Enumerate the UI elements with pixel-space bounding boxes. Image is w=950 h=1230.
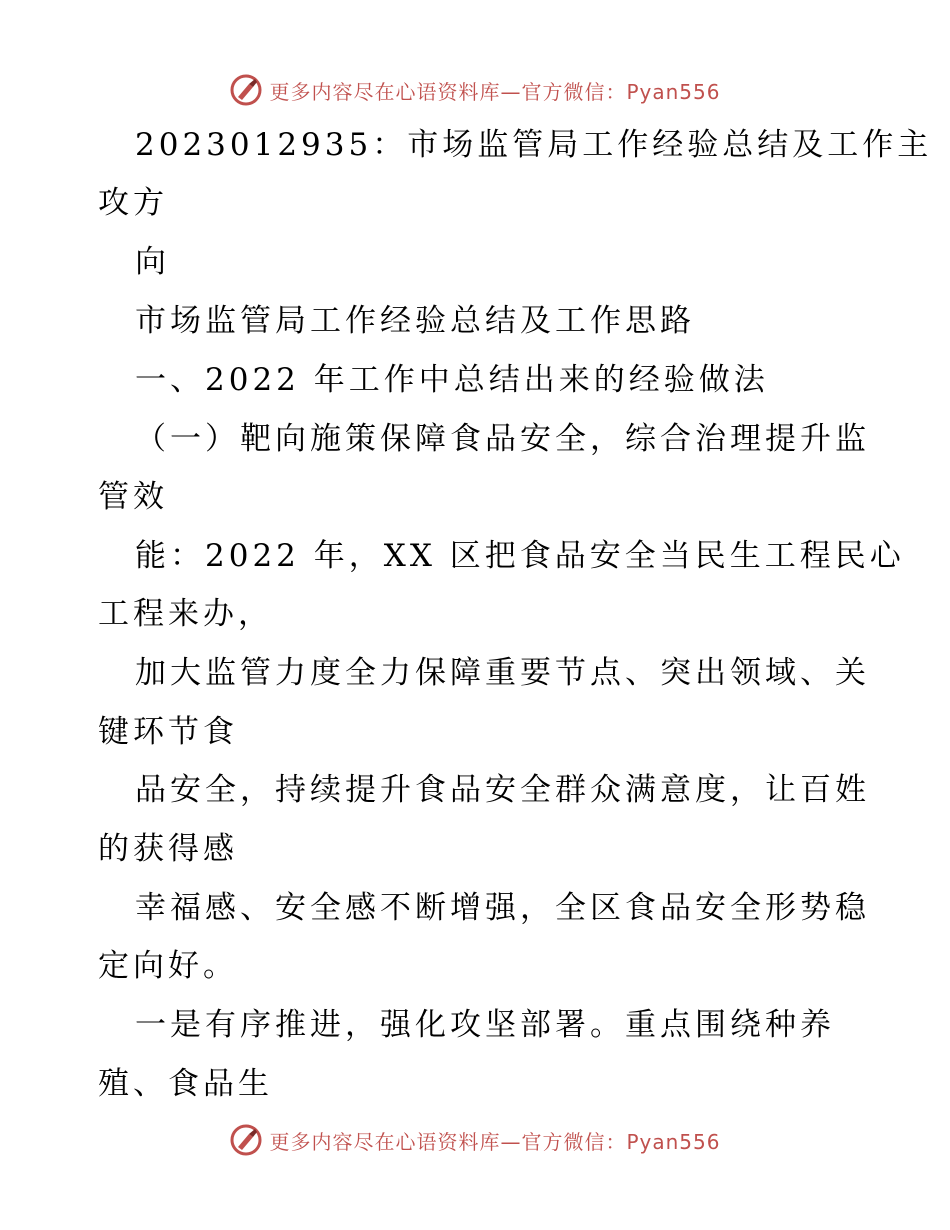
brush-logo-icon bbox=[229, 1123, 263, 1157]
document-line: 一、2022 年工作中总结出来的经验做法 bbox=[135, 362, 769, 398]
brush-logo-icon bbox=[229, 73, 263, 107]
document-line: 的获得感 bbox=[98, 831, 238, 867]
document-line: （一）靶向施策保障食品安全，综合治理提升监 bbox=[135, 421, 870, 457]
document-line: 能：2022 年，XX 区把食品安全当民生工程民心 bbox=[135, 538, 905, 574]
document-line: 市场监管局工作经验总结及工作思路 bbox=[135, 303, 695, 339]
document-line: 定向好。 bbox=[98, 948, 238, 984]
document-line: 品安全，持续提升食品安全群众满意度，让百姓 bbox=[135, 772, 870, 808]
header-watermark-banner bbox=[0, 70, 950, 110]
document-line: 幸福感、安全感不断增强，全区食品安全形势稳 bbox=[135, 890, 870, 926]
document-line: 加大监管力度全力保障重要节点、突出领域、关 bbox=[135, 655, 870, 691]
document-line: 向 bbox=[135, 244, 170, 280]
header-watermark-text: 更多内容尽在心语资料库—官方微信：Pyan556 bbox=[269, 79, 721, 104]
footer-watermark-text: 更多内容尽在心语资料库—官方微信：Pyan556 bbox=[269, 1129, 721, 1154]
document-line: 键环节食 bbox=[98, 714, 238, 750]
footer-watermark-banner bbox=[0, 1120, 950, 1160]
document-line: 管效 bbox=[98, 479, 168, 515]
document-line: 一是有序推进，强化攻坚部署。重点围绕种养 bbox=[135, 1007, 835, 1043]
document-line: 工程来办， bbox=[98, 596, 273, 632]
document-line: 2023012935：市场监管局工作经验总结及工作主 bbox=[135, 127, 933, 163]
document-line: 殖、食品生 bbox=[98, 1066, 273, 1102]
document-line: 攻方 bbox=[98, 185, 168, 221]
